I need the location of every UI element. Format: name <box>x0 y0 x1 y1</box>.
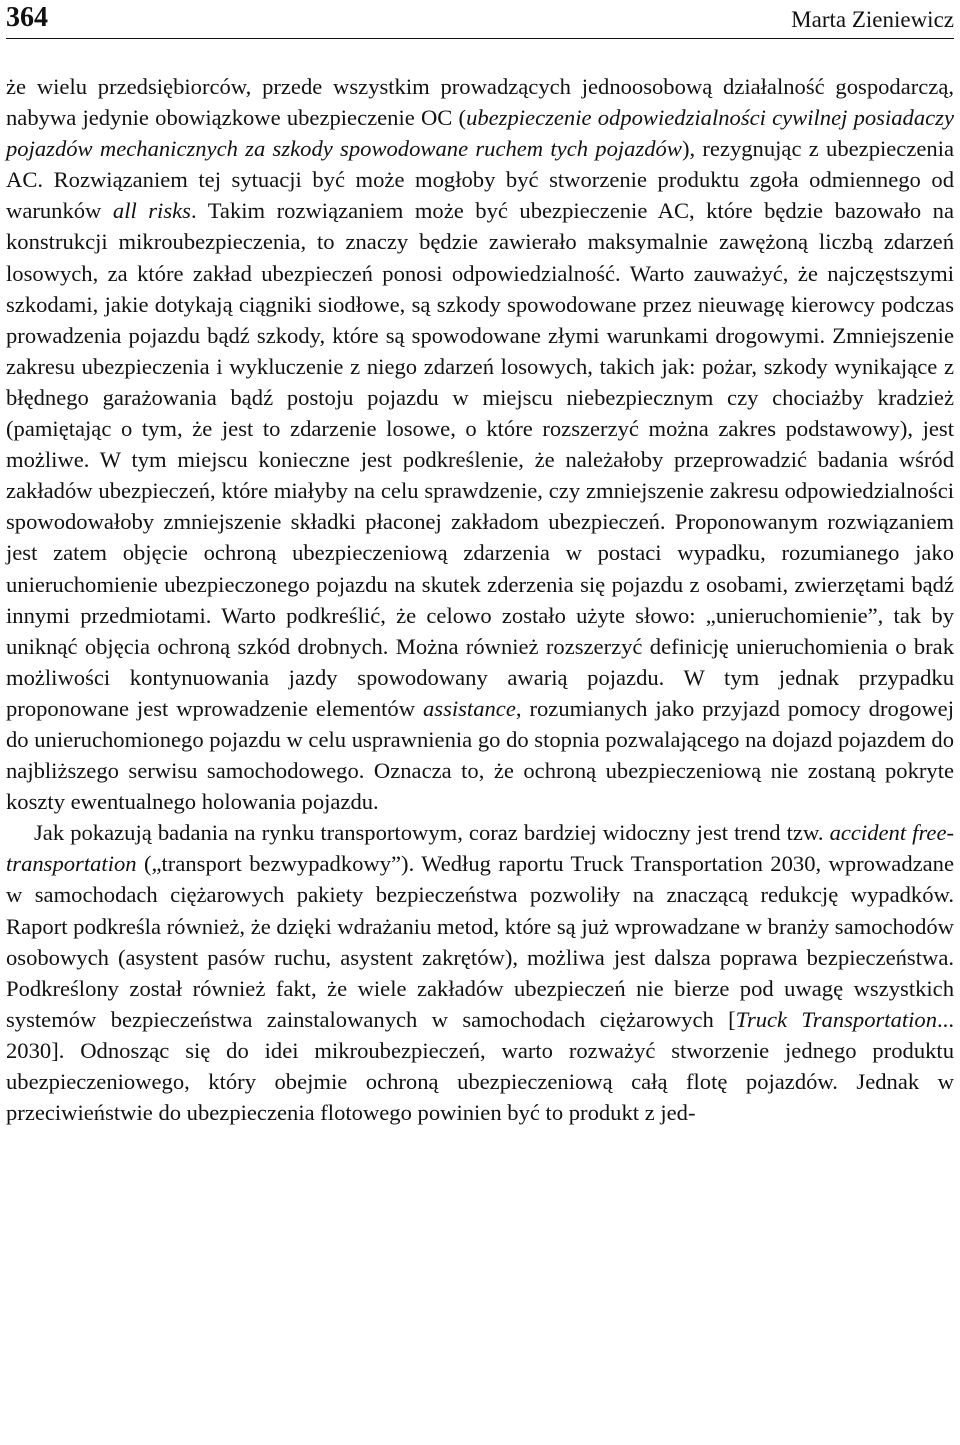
paragraph-2-text-3: ... 2030]. Odnosząc się do idei mikroubezpieczeń, warto rozważyć stworzenie jednego produktu ubezpieczeniowego, który obejmie ochroną ubezpieczeniową całą flotę pojazdów. Jednak w przeciwieństwie do ubezpieczenia flotowego powinien być to produkt z jed- <box>6 1006 954 1126</box>
page-number: 364 <box>6 2 48 33</box>
running-head-author: Marta Zieniewicz <box>791 7 954 32</box>
header-rule <box>6 38 954 39</box>
paragraph-2 <box>6 817 954 1128</box>
paragraph-1-text-2: ), rezygnując z ubezpieczenia AC. Rozwiązaniem tej sytuacji być może mogłoby być stworzenie produktu zgoła odmiennego od warunków <box>6 136 954 224</box>
body-text <box>6 71 954 1128</box>
paragraph-1-text-1: że wielu przedsiębiorców, przede wszystkim prowadzących jednoosobową działalność gospodarczą, nabywa jedynie obowiązkowe ubezpieczenie OC ( <box>6 74 954 131</box>
paragraph-2-italic-1: accident free-transportation <box>6 820 954 877</box>
paragraph-1-text-4: , rozumianych jako przyjazd pomocy drogowej do unieruchomionego pojazdu w celu usprawnienia go do stopnia pozwalającego na dojazd pojazdem do najbliższego serwisu samochodowego. Oznacza to, że ochroną ubezpieczeniową nie zostaną pokryte koszty ewentualnego holowania pojazdu. <box>6 695 955 815</box>
page <box>6 0 954 1128</box>
paragraph-1-italic-3: assistance <box>422 695 516 721</box>
paragraph-1-italic-2: all risks <box>112 198 191 224</box>
paragraph-2-text-2: („transport bezwypadkowy”). Według raportu Truck Transportation 2030, wprowadzane w samochodach ciężarowych pakiety bezpieczeństwa pozwoliły na znaczącą redukcję wypadków. Raport podkreśla również, że dzięki wdrażaniu metod, które są już wprowadzane w branży samochodów osobowych (asystent pasów ruchu, asystent zakrętów), możliwa jest dalsza poprawa bezpieczeństwa. Podkreślony został również fakt, że wiele zakładów ubezpieczeń nie bierze pod uwagę wszystkich systemów bezpieczeństwa zainstalowanych w samochodach ciężarowych [ <box>6 851 954 1032</box>
paragraph-1-italic-1: ubezpieczenie odpowiedzialności cywilnej posiadaczy pojazdów mechanicznych za szkody spowodowane ruchem tych pojazdów <box>6 105 954 162</box>
paragraph-continued <box>6 71 954 817</box>
paragraph-2-text-1: Jak pokazują badania na rynku transportowym, coraz bardziej widoczny jest trend tzw. <box>34 820 830 846</box>
paragraph-1-text-3: . Takim rozwiązaniem może być ubezpieczenie AC, które będzie bazowało na konstrukcji mikroubezpieczenia, to znaczy będzie zawierało maksymalnie zawężoną liczbą zdarzeń losowych, za które zakład ubezpieczeń ponosi odpowiedzialność. Warto zauważyć, że najczęstszymi szkodami, jakie dotykają ciągniki siodłowe, są szkody spowodowane przez nieuwagę kierowcy podczas prowadzenia pojazdu bądź szkody, które są spowodowane złymi warunkami drogowymi. Zmniejszenie zakresu ubezpieczenia i wykluczenie z niego zdarzeń losowych, takich jak: pożar, szkody wynikające z błędnego garażowania bądź postoju pojazdu w miejscu niebezpiecznym czy chociażby kradzież (pamiętając o tym, że jest to zdarzenie losowe, o które rozszerzyć można zakres podstawowy), jest możliwe. W tym miejscu konieczne jest podkreślenie, że należałoby przeprowadzić badania wśród zakładów ubezpieczeń, które miałyby na celu sprawdzenie, czy zmniejszenie zakresu odpowiedzialności spowodowałoby zmniejszenie składki płaconej zakładom ubezpieczeń. Proponowanym rozwiązaniem jest zatem objęcie ochroną ubezpieczeniową zdarzenia w postaci wypadku, rozumianego jako unieruchomienie ubezpieczonego pojazdu na skutek zderzenia się pojazdu z osobami, zwierzętami bądź innymi przedmiotami. Warto podkreślić, że celowo zostało użyte słowo: „unieruchomienie”, tak by uniknąć objęcia ochroną szkód drobnych. Można również rozszerzyć definicję unieruchomienia o brak możliwości kontynuowania jazdy spowodowany awarią pojazdu. W tym jednak przypadku proponowane jest wprowadzenie elementów <box>6 198 954 721</box>
paragraph-2-italic-2: Truck Transportation <box>735 1006 938 1032</box>
page-header <box>6 0 954 40</box>
